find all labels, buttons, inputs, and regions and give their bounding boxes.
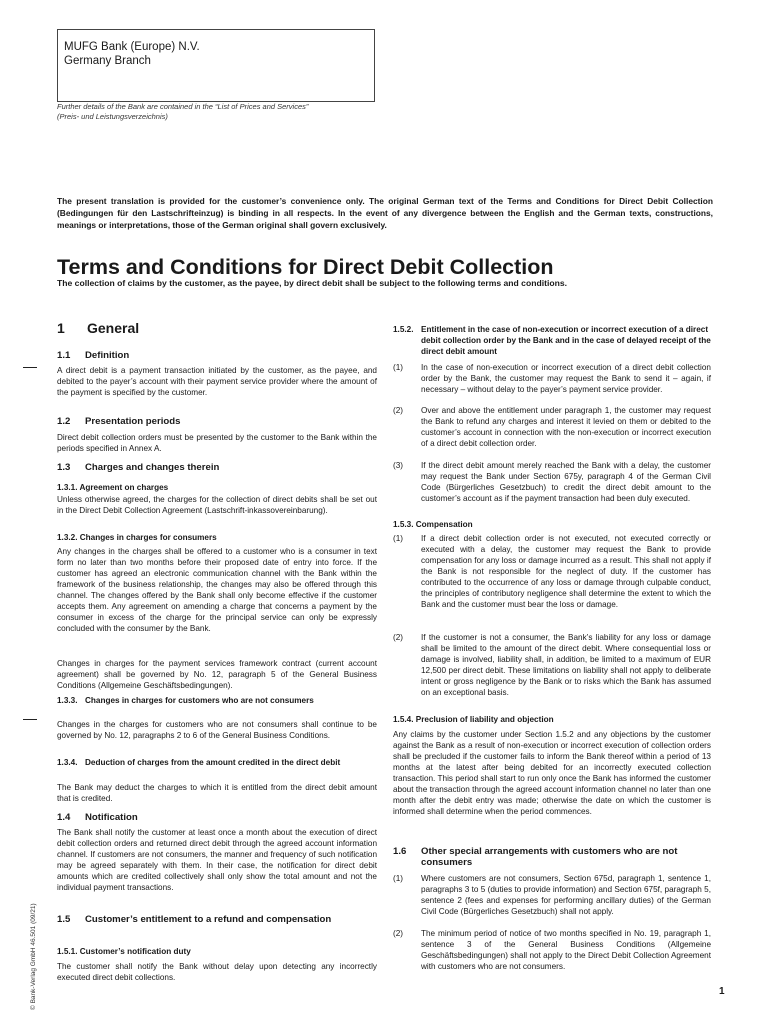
page-number: 1 <box>719 986 725 997</box>
further-details-german: (Preis- und Leistungsverzeichnis) <box>57 112 168 121</box>
paragraph-text: If the direct debit amount merely reached the Bank with a delay, the customer may request the Bank under Section 675y, paragraph 4 of the German Civil Code (Bürgerliches Gesetzbuch) to credit the direct debit amount to the customer’s account as if the payment transaction had been duly executed. <box>421 461 711 503</box>
paragraph-text: The minimum period of notice of two months specified in No. 19, paragraph 1, sentence 3 of the General Business Conditions (Allgemeine Geschäftsbedingungen) shall not apply to the Direct Debit Collection Agreement with customers who are not consumers. <box>421 929 711 971</box>
translation-disclaimer: The present translation is provided for the customer’s convenience only. The original German text of the Terms and Conditions for Direct Debit Collection (Bedingungen für den Lastschrifteinzug) is binding in all respects. In the event of any divergence between the English and the German texts, constructions, meanings or interpretations, those of the German original shall govern exclusively. <box>57 196 713 230</box>
numbered-paragraph <box>393 873 711 917</box>
subsection-heading <box>57 416 377 427</box>
page-title: Terms and Conditions for Direct Debit Collection <box>57 255 554 279</box>
paragraph: The Bank shall notify the customer at least once a month about the execution of direct debit collection orders and returned direct debit through the agreed account information channel. If customers are not consumers, the manner and frequency of such notification may be agreed separately with them. In their case, the notification for direct debit amounts which are credited collectively shall only show the total amount and not the individual payment transactions. <box>57 828 377 892</box>
paragraph-text: Where customers are not consumers, Section 675d, paragraph 1, sentence 1, paragraphs 3 to 5 (duties to provide information) and Section 675f, paragraph 5, sentence 2 (fees and expenses for performing ancillary duties) of the German Civil Code (Bürgerliches Gesetzbuch) shall not apply. <box>421 874 711 916</box>
paragraph: The customer shall notify the Bank without delay upon detecting any incorrectly executed direct debit collections. <box>57 962 377 982</box>
numbered-paragraph <box>393 632 711 698</box>
subsection-title: Presentation periods <box>85 416 181 427</box>
paragraph-text: If a direct debit collection order is not executed, not executed correctly or executed with a delay, the customer may request the Bank to provide compensation for any loss or damage incurred as a result. This shall not apply if the Bank is not responsible for the neglect of duty. If the customer has contributed to the occurrence of any loss or damage through culpable conduct, the principles of contributory negligence shall determine the extent to which the Bank and the customer must bear the loss or damage. <box>421 534 711 609</box>
paragraph: Direct debit collection orders must be presented by the customer to the Bank within the periods specified in Annex A. <box>57 433 377 453</box>
clause-heading: 1.5.4. Preclusion of liability and objection <box>393 715 554 724</box>
clause-title: Changes in charges for customers who are not consumers <box>85 696 314 705</box>
subsection-heading <box>57 350 377 361</box>
clause-heading: 1.5.3. Compensation <box>393 520 473 529</box>
clause-title: Entitlement in the case of non-execution or incorrect execution of a direct debit collection order by the Bank and in the case of delayed receipt of the direct debit amount <box>421 325 711 356</box>
paragraph: Any claims by the customer under Section 1.5.2 and any objections by the customer against the Bank as a result of non-execution or incorrect execution of collection orders shall be precluded if the customer fails to inform the Bank thereof within a period of 13 months at the latest after being debited for an incorrectly executed collection transaction. This period shall start to run only once the Bank has informed the customer about the transaction through the agreed account information channel no later than one month after the debit entry was made; otherwise the date on which the customer is informed shall determine when the period commences. <box>393 730 711 816</box>
section-number: 1 <box>57 320 65 336</box>
paragraph: Any changes in the charges shall be offered to a customer who is a consumer in text form no later than two months before their proposed date of entry into force. If the customer has agreed an electronic communication channel with the Bank within the framework of the business relationship, the changes may also be offered through this channel. The changes offered by the Bank shall only become effective if the customer accepts them. Any agreement on amending a charge that concerns a payment by the consumer in excess of the charge for the principal service can only be expressly concluded with the consumer by the Bank. <box>57 547 377 633</box>
paragraph-text: In the case of non-execution or incorrect execution of a direct debit collection order by the Bank, the customer may request the Bank to send it – again, if necessary – without delay to the payer’s payment service provider. <box>421 363 711 394</box>
paragraph-text: If the customer is not a consumer, the Bank’s liability for any loss or damage shall be limited to the amount of the direct debit. Where consequential loss or damage is involved, liability shall, in addition, be limited to a maximum of EUR 12,500 per direct debit. These limitations on liability shall not apply to deliberate intent or gross negligence by the Bank or to risks which the Bank has assumed on an exceptional basis. <box>421 633 711 697</box>
subsection-number: 1.4 <box>57 812 71 823</box>
paragraph: A direct debit is a payment transaction initiated by the customer, as the payee, and debited to the payer’s account with their payment service provider where the amount of the payment is specified by the customer. <box>57 366 377 397</box>
clause-heading: 1.3.1. Agreement on charges <box>57 483 169 492</box>
subsection-heading <box>57 914 377 925</box>
subsection-title: Other special arrangements with customers who are not consumers <box>421 846 678 868</box>
bank-name: MUFG Bank (Europe) N.V. <box>64 41 200 53</box>
bank-address-box <box>57 29 375 102</box>
paragraph: The Bank may deduct the charges to which it is entitled from the direct debit amount that is credited. <box>57 783 377 803</box>
clause-heading: 1.3.2. Changes in charges for consumers <box>57 533 217 542</box>
subsection-title: Charges and changes therein <box>85 462 220 473</box>
clause-title: Deduction of charges from the amount credited in the direct debit <box>85 758 341 767</box>
subsection-number: 1.3 <box>57 462 71 473</box>
paragraph: Changes in charges for the payment services framework contract (current account agreement) shall be governed by No. 12, paragraph 5 of the General Business Conditions (Allgemeine Geschäftsbedingungen). <box>57 659 377 690</box>
paragraph-text: Over and above the entitlement under paragraph 1, the customer may request the Bank to refund any charges and interest it levied on them or debited to the customer’s account in connection with the non-execution or incorrect execution of a direct debit collection order. <box>421 406 711 448</box>
numbered-paragraph <box>393 362 711 395</box>
subsection-heading <box>393 846 711 868</box>
copyright-note: © Bank-Verlag GmbH 46.501 (09/21) <box>30 903 37 1010</box>
paragraph-number: (1) <box>393 874 404 883</box>
numbered-paragraph <box>393 533 711 610</box>
further-details-line: Further details of the Bank are contained in the “List of Prices and Services” <box>57 102 309 111</box>
subsection-number: 1.1 <box>57 350 71 361</box>
numbered-paragraph <box>393 928 711 972</box>
subsection-heading <box>57 462 377 473</box>
clause-number: 1.3.3. <box>57 696 78 705</box>
clause-heading <box>57 757 377 768</box>
paragraph-number: (2) <box>393 929 404 938</box>
paragraph: Changes in the charges for customers who are not consumers shall continue to be governed by No. 12, paragraphs 2 to 6 of the General Business Conditions. <box>57 720 377 740</box>
clause-number: 1.5.2. <box>393 325 414 334</box>
numbered-paragraph <box>393 460 711 504</box>
paragraph: Unless otherwise agreed, the charges for the collection of direct debits shall be set out in the Direct Debit Collection Agreement (Lastschrift-inkassovereinbarung). <box>57 495 377 515</box>
numbered-paragraph <box>393 405 711 449</box>
bank-branch: Germany Branch <box>64 55 151 67</box>
paragraph-number: (2) <box>393 406 404 415</box>
clause-number: 1.3.4. <box>57 758 78 767</box>
clause-heading: 1.5.1. Customer’s notification duty <box>57 947 191 956</box>
clause-heading <box>57 695 377 706</box>
margin-mark <box>23 367 37 368</box>
intro-text: The collection of claims by the customer, as the payee, by direct debit shall be subject to the following terms and conditions. <box>57 278 567 288</box>
subsection-number: 1.6 <box>393 846 407 857</box>
clause-heading <box>393 324 711 357</box>
margin-mark <box>23 719 37 720</box>
subsection-title: Customer’s entitlement to a refund and compensation <box>85 914 332 925</box>
subsection-title: Notification <box>85 812 138 823</box>
subsection-heading <box>57 812 377 823</box>
subsection-number: 1.2 <box>57 416 71 427</box>
subsection-title: Definition <box>85 350 130 361</box>
paragraph-number: (1) <box>393 363 404 372</box>
subsection-number: 1.5 <box>57 914 71 925</box>
section-title: General <box>87 320 140 336</box>
paragraph-number: (1) <box>393 534 404 543</box>
section-heading <box>57 320 377 336</box>
further-details-note <box>57 102 387 122</box>
paragraph-number: (2) <box>393 633 404 642</box>
paragraph-number: (3) <box>393 461 404 470</box>
